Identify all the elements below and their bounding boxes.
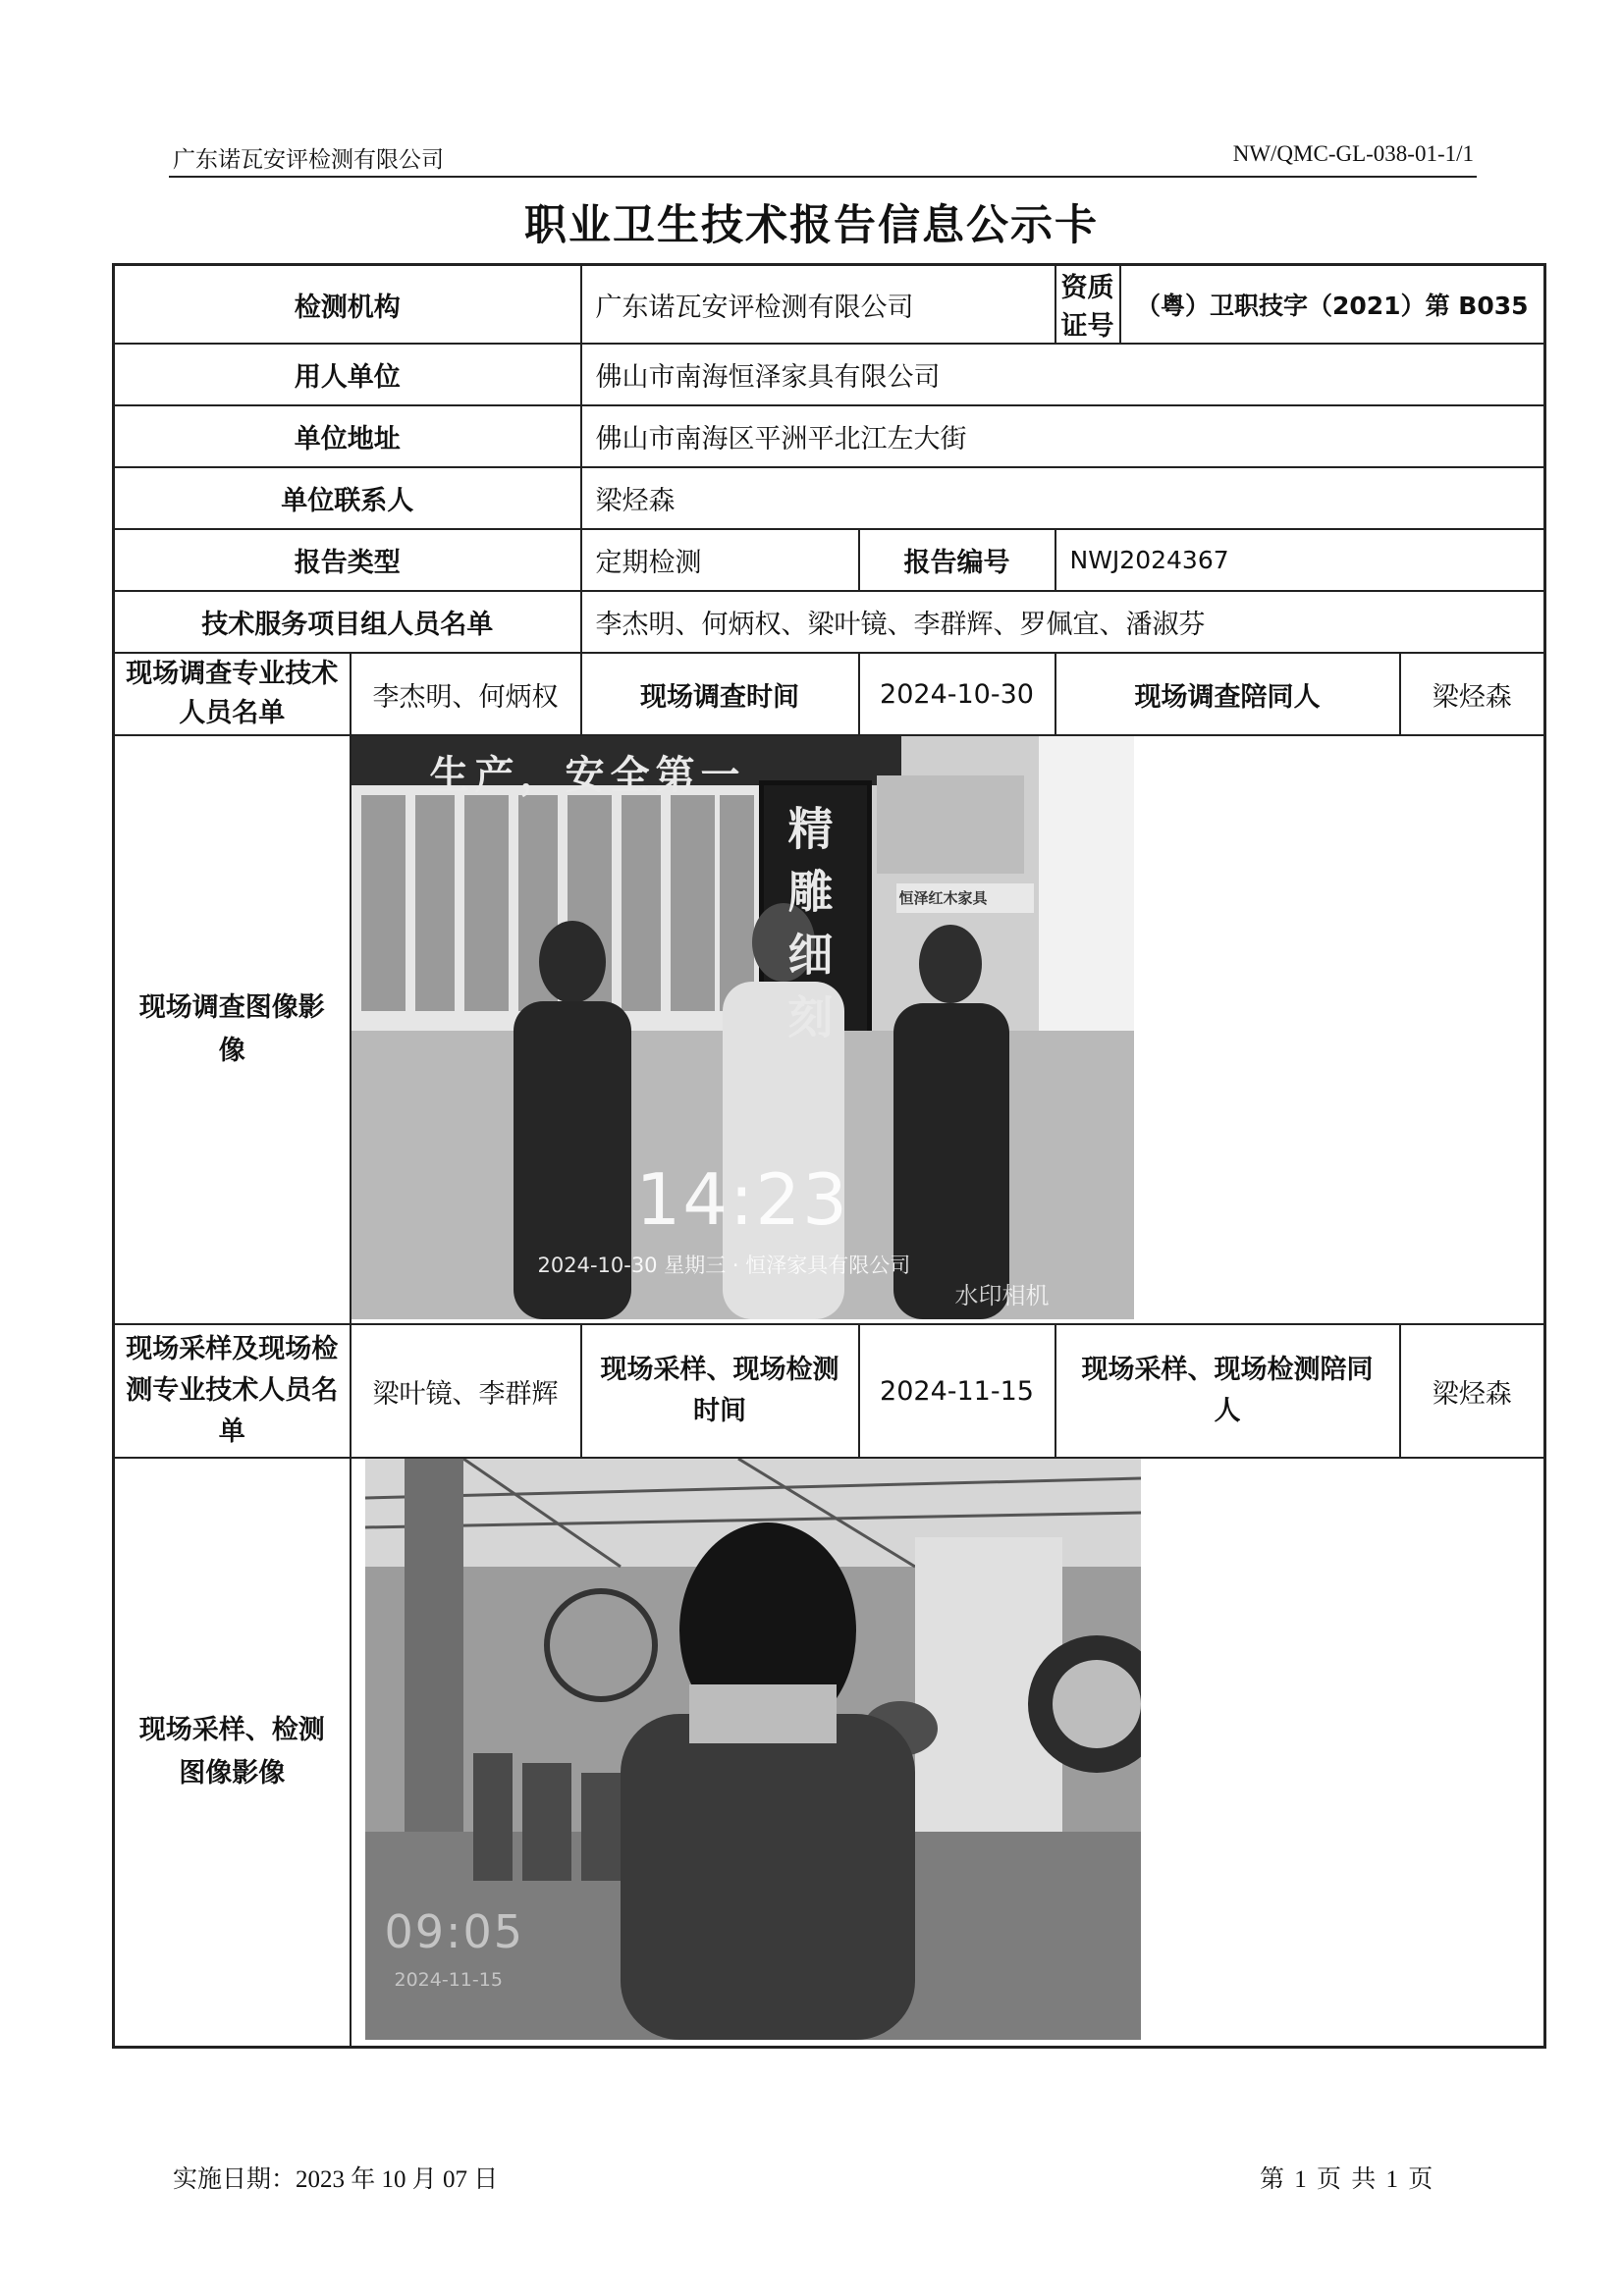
report-type-value: 定期检测 <box>581 529 859 591</box>
sampling-photo-cell <box>351 1458 1545 2047</box>
survey-watermark: 2024-10-30 星期三 · 恒泽家具有限公司 <box>537 1254 911 1277</box>
survey-image-label: 现场调查图像影像 <box>114 735 351 1324</box>
sampling-staff-value: 梁叶镜、李群辉 <box>351 1324 581 1458</box>
sampling-escort-label: 现场采样、现场检测陪同人 <box>1055 1324 1400 1458</box>
cert-value: （粤）卫职技字（2021）第 B035 <box>1120 265 1545 345</box>
survey-staff-label: 现场调查专业技术人员名单 <box>114 653 351 735</box>
org-value: 广东诺瓦安评检测有限公司 <box>581 265 1055 345</box>
survey-escort-value: 梁烃森 <box>1400 653 1545 735</box>
row-survey-info <box>114 653 1545 735</box>
survey-time-value: 2024-10-30 <box>859 653 1055 735</box>
sampling-time-label: 现场采样、现场检测时间 <box>581 1324 859 1458</box>
header-doc-code: NW/QMC-GL-038-01-1/1 <box>1232 141 1474 166</box>
address-label: 单位地址 <box>114 405 581 467</box>
survey-sign-small: 恒泽红木家具 <box>898 889 988 907</box>
survey-staff-value: 李杰明、何炳权 <box>351 653 581 735</box>
survey-sign-vertical: 精雕细刻 <box>781 805 835 1056</box>
sampling-time-overlay: 09:05 <box>384 1905 525 1958</box>
address-value: 佛山市南海区平洲平北江左大街 <box>581 405 1545 467</box>
survey-app-mark: 水印相机 <box>954 1282 1050 1309</box>
page-title: 职业卫生技术报告信息公示卡 <box>524 201 1099 250</box>
sampling-watermark: 2024-11-15 <box>394 1969 503 1991</box>
survey-time-label: 现场调查时间 <box>581 653 859 735</box>
employer-value: 佛山市南海恒泽家具有限公司 <box>581 344 1545 405</box>
header-company: 广东诺瓦安评检测有限公司 <box>173 147 444 173</box>
sampling-time-value: 2024-11-15 <box>859 1324 1055 1458</box>
sampling-escort-value: 梁烃森 <box>1400 1324 1545 1458</box>
sampling-staff-label: 现场采样及现场检测专业技术人员名单 <box>114 1324 351 1458</box>
sampling-image-label: 现场采样、检测图像影像 <box>114 1458 351 2047</box>
team-value: 李杰明、何炳权、梁叶镜、李群辉、罗佩宜、潘淑芬 <box>581 591 1545 653</box>
contact-value: 梁烃森 <box>581 467 1545 529</box>
survey-time-overlay: 14:23 <box>635 1158 849 1241</box>
row-survey-image <box>114 735 1545 1324</box>
survey-banner: 生产，安全第一 <box>429 753 746 798</box>
report-no-value: NWJ2024367 <box>1055 529 1545 591</box>
sampling-photo <box>365 1459 1141 2040</box>
survey-photo-cell <box>351 735 1545 1324</box>
row-team <box>114 591 1545 653</box>
footer-page-info: 第 1 页 共 1 页 <box>1260 2166 1434 2193</box>
employer-label: 用人单位 <box>114 344 581 405</box>
row-address <box>114 405 1545 467</box>
row-sampling-image <box>114 1458 1545 2047</box>
row-org <box>114 265 1545 345</box>
row-sampling-info <box>114 1324 1545 1458</box>
report-type-label: 报告类型 <box>114 529 581 591</box>
survey-photo <box>352 736 1134 1319</box>
row-report <box>114 529 1545 591</box>
row-contact <box>114 467 1545 529</box>
org-label: 检测机构 <box>114 265 581 345</box>
header-rule <box>169 176 1477 178</box>
cert-label: 资质证号 <box>1055 265 1120 345</box>
team-label: 技术服务项目组人员名单 <box>114 591 581 653</box>
row-employer <box>114 344 1545 405</box>
contact-label: 单位联系人 <box>114 467 581 529</box>
info-card-table <box>112 263 1546 2049</box>
footer-effective-date: 实施日期：2023 年 10 月 07 日 <box>173 2166 499 2193</box>
survey-escort-label: 现场调查陪同人 <box>1055 653 1400 735</box>
report-no-label: 报告编号 <box>859 529 1055 591</box>
